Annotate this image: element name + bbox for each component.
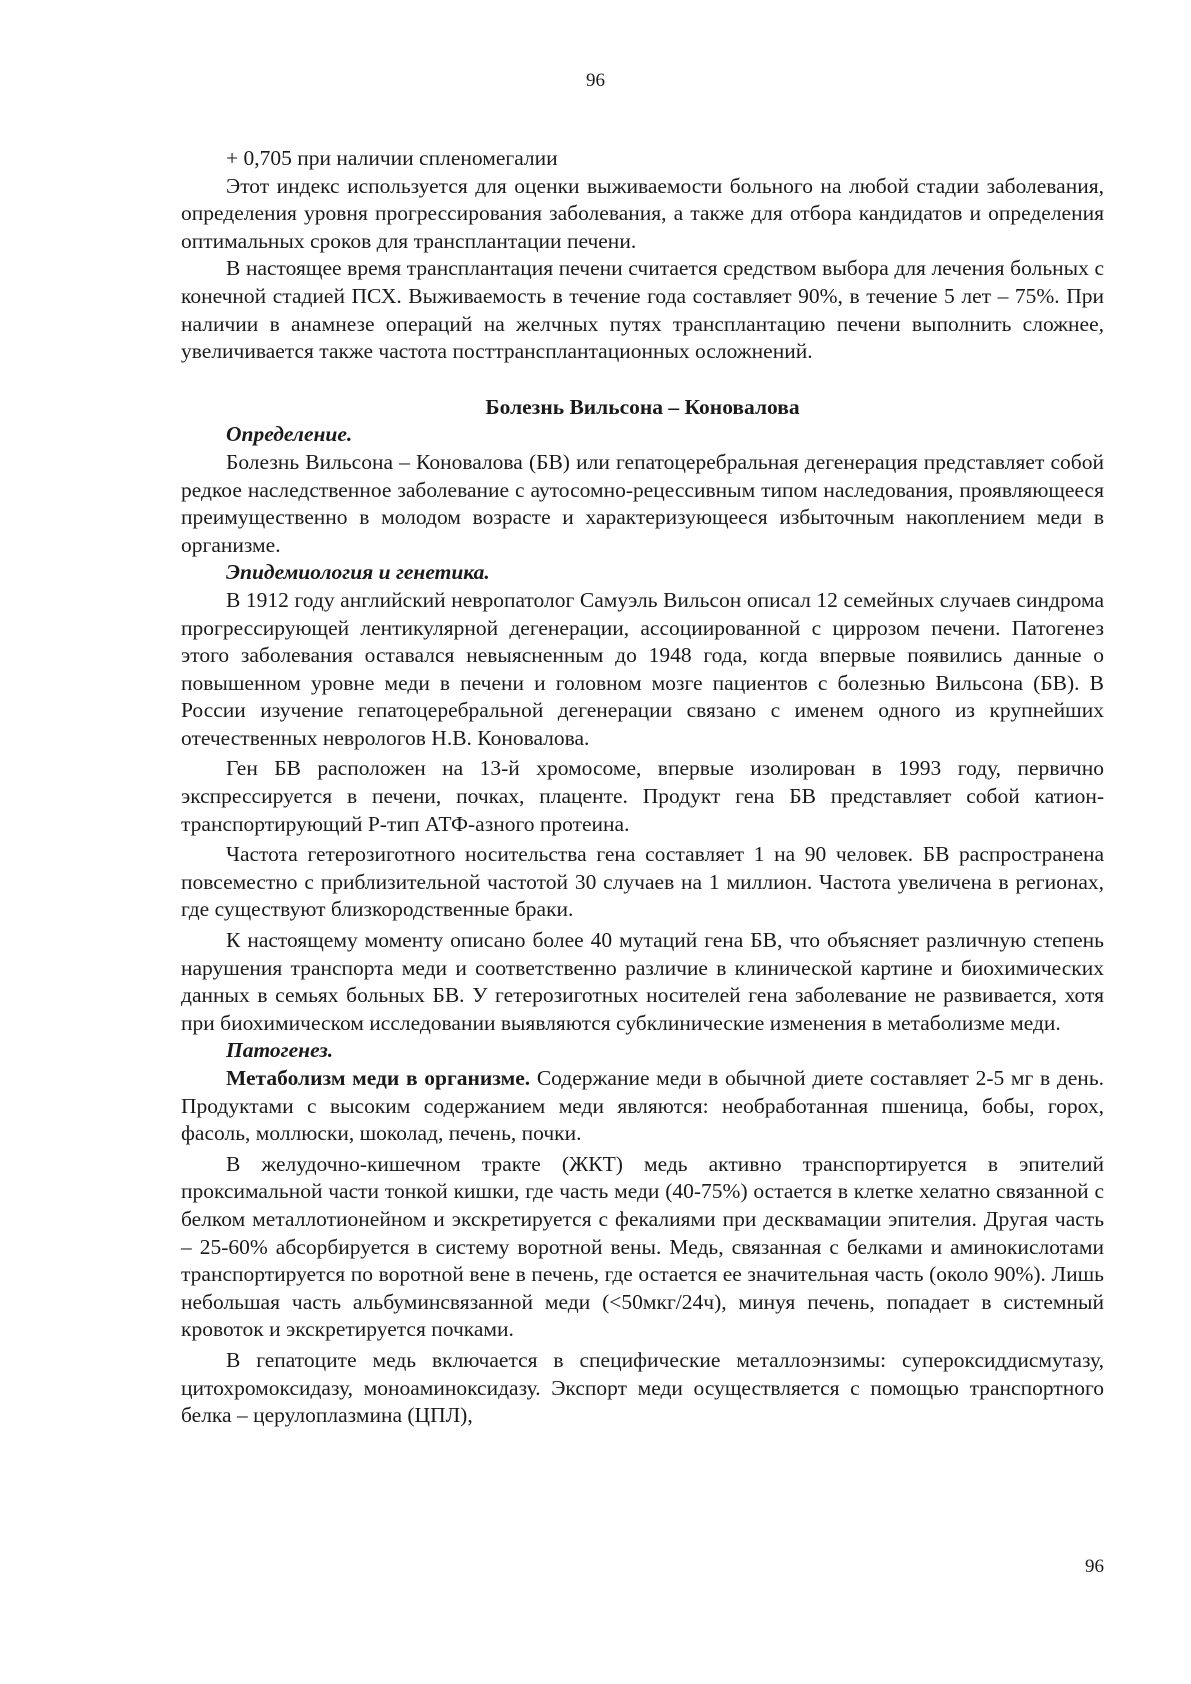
paragraph	[181, 1065, 1104, 1148]
paragraph: В 1912 году английский невропатолог Самуэль Вильсон описал 12 семейных случаев синдрома прогрессирующей лентикулярной дегенерации, ассоциированной с циррозом печени. Патогенез этого заболевания оставался невыясненным до 1948 года, когда впервые появились данные о повышенном уровне меди в печени и головном мозге пациентов с болезнью Вильсона (БВ). В России изучение гепатоцеребральной дегенерации связано с именем одного из крупнейших отечественных неврологов Н.В. Коновалова.	[181, 587, 1104, 750]
subheading-definition: Определение.	[226, 422, 353, 447]
paragraph: Болезнь Вильсона – Коновалова (БВ) или гепатоцеребральная дегенерация представляет собой редкое наследственное заболевание с аутосомно-рецессивным типом наследования, проявляющееся преимущественно в молодом возрасте и характеризующееся избыточным накоплением меди в организме.	[181, 449, 1104, 557]
paragraph: Ген БВ расположен на 13-й хромосоме, впервые изолирован в 1993 году, первично экспрессируется в печени, почках, плаценте. Продукт гена БВ представляет собой катион-транспортирующий Р-тип АТФ-азного протеина.	[181, 756, 1104, 836]
paragraph-text: Содержание меди в обычной диете составляет 2-5 мг в день. Продуктами с высоким содержанием меди являются: необработанная пшеница, бобы, горох, фасоль, моллюски, шоколад, печень, почки.	[181, 1066, 1104, 1146]
document-body	[181, 145, 1104, 1430]
subheading-epidemiology: Эпидемиология и генетика.	[226, 560, 490, 585]
page-number-top: 96	[586, 70, 605, 91]
paragraph: + 0,705 при наличии спленомегалии	[226, 146, 558, 170]
inline-bold-heading: Метаболизм меди в организме.	[226, 1066, 531, 1090]
page-number-bottom: 96	[1085, 1556, 1104, 1577]
paragraph: В настоящее время трансплантация печени считается средством выбора для лечения больных с конечной стадией ПСХ. Выживаемость в течение года составляет 90%, в течение 5 лет – 75%. При наличии в анамнезе операций на желчных путях трансплантацию печени выполнить сложнее, увеличивается также частота посттрансплантационных осложнений.	[181, 256, 1104, 364]
paragraph: В гепатоците медь включается в специфические металлоэнзимы: супероксиддисмутазу, цитохромоксидазу, моноаминоксидазу. Экспорт меди осуществляется с помощью транспортного белка – церулоплазмина (ЦПЛ),	[181, 1347, 1104, 1428]
paragraph: Частота гетерозиготного носительства гена составляет 1 на 90 человек. БВ распространена повсеместно с приблизительной частотой 30 случаев на 1 миллион. Частота увеличена в регионах, где существуют близкородственные браки.	[181, 842, 1104, 922]
paragraph: Этот индекс используется для оценки выживаемости больного на любой стадии заболевания, определения уровня прогрессирования заболевания, а также для отбора кандидатов и определения оптимальных сроков для трансплантации печени.	[181, 173, 1104, 253]
subheading-pathogenesis: Патогенез.	[226, 1038, 334, 1063]
paragraph: В желудочно-кишечном тракте (ЖКТ) медь активно транспортируется в эпителий проксимальной части тонкой кишки, где часть меди (40-75%) остается в клетке хелатно связанной с белком металлотионейном и экскретируется с фекалиями при десквамации эпителия. Другая часть – 25-60% абсорбируется в систему воротной вены. Медь, связанная с белками и аминокислотами транспортируется по воротной вене в печень, где остается ее значительная часть (около 90%). Лишь небольшая часть альбуминсвязанной меди (<50мкг/24ч), минуя печень, попадает в системный кровоток и экскретируется почками.	[181, 1151, 1104, 1342]
paragraph: К настоящему моменту описано более 40 мутаций гена БВ, что объясняет различную степень нарушения транспорта меди и соответственно различие в клинической картине и биохимических данных в семьях больных БВ. У гетерозиготных носителей гена заболевание не развивается, хотя при биохимическом исследовании выявляются субклинические изменения в метаболизме меди.	[181, 928, 1104, 1035]
section-title: Болезнь Вильсона – Коновалова	[485, 394, 800, 419]
